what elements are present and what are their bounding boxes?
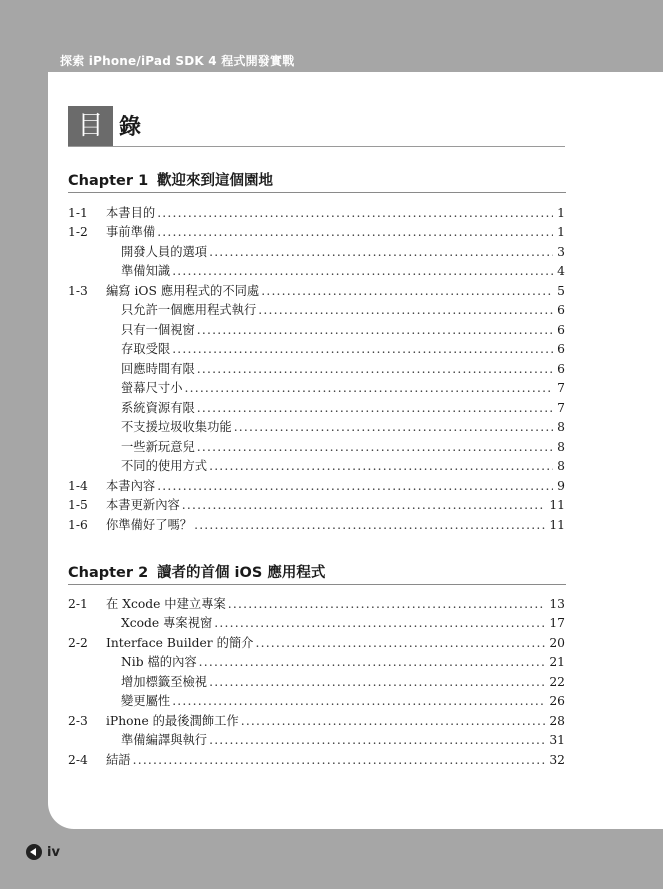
toc-entry[interactable]	[68, 222, 565, 241]
dot-leader	[172, 264, 553, 278]
dot-leader	[172, 342, 553, 356]
toc-entry[interactable]	[68, 203, 565, 222]
toc-entry-title: Interface Builder 的簡介	[106, 635, 254, 650]
dot-leader	[199, 655, 546, 669]
toc-entry-title: 準備編譯與執行	[121, 733, 208, 748]
toc-entry[interactable]	[68, 750, 565, 769]
toc-entry-number: 2-1	[68, 597, 88, 611]
toc-entry[interactable]	[68, 515, 565, 534]
toc-entry[interactable]	[68, 378, 565, 397]
toc-entry-number: 1-5	[68, 498, 88, 513]
dot-leader	[209, 245, 553, 259]
toc-entry-title: 螢幕尺寸小	[121, 381, 183, 396]
toc-entry[interactable]	[68, 730, 565, 749]
dot-leader	[194, 518, 545, 532]
toc-entry-title: iPhone 的最後潤飾工作	[106, 713, 239, 728]
toc-entry-page: 7	[557, 400, 565, 415]
toc-entry-title: 編寫 iOS 應用程式的不同處	[106, 283, 260, 298]
toc-entry-page: 8	[557, 420, 565, 435]
toc-entry-title: 你準備好了嗎？	[106, 517, 193, 532]
dot-leader	[157, 206, 553, 220]
toc-entry[interactable]	[68, 594, 565, 613]
toc-heading-box: 目	[68, 106, 113, 146]
dot-leader	[209, 733, 545, 747]
toc-page	[48, 72, 663, 829]
toc-entry[interactable]	[68, 691, 565, 710]
toc-entry[interactable]	[68, 495, 565, 514]
toc-entry[interactable]	[68, 339, 565, 358]
page-footer	[26, 844, 60, 860]
toc-entry[interactable]	[68, 613, 565, 632]
toc-entry-title: 不支援垃圾收集功能	[121, 420, 232, 435]
toc-entry[interactable]	[68, 456, 565, 475]
toc-entry-page: 9	[557, 478, 565, 493]
dot-leader	[197, 323, 553, 337]
toc-entry-page: 31	[549, 733, 565, 748]
dot-leader	[241, 714, 546, 728]
toc-entry-number: 1-6	[68, 517, 88, 532]
book-header-title: 探索 iPhone/iPad SDK 4 程式開發實戰	[60, 54, 295, 68]
dot-leader	[214, 616, 545, 630]
toc-entry-title: 本書內容	[106, 478, 156, 493]
toc-entry-number: 2-3	[68, 713, 88, 728]
dot-leader	[258, 303, 553, 317]
toc-entry-number: 2-2	[68, 635, 88, 650]
toc-entry-page: 6	[557, 303, 565, 318]
toc-entry[interactable]	[68, 242, 565, 261]
chapter-name: 讀者的首個 iOS 應用程式	[157, 565, 326, 581]
toc-entry-title: 開發人員的選項	[121, 244, 208, 259]
dot-leader	[197, 362, 553, 376]
chapter-2-title	[68, 564, 566, 585]
toc-entry[interactable]	[68, 281, 565, 300]
toc-entry-title: Xcode 專案視窗	[121, 616, 213, 631]
dot-leader	[255, 636, 545, 650]
toc-entry[interactable]	[68, 300, 565, 319]
dot-leader	[209, 459, 553, 473]
toc-entry-title: 變更屬性	[121, 694, 171, 709]
dot-leader	[261, 284, 553, 298]
toc-entry-number: 2-4	[68, 752, 88, 767]
dot-leader	[157, 479, 553, 493]
toc-entry-page: 6	[557, 322, 565, 337]
toc-entry[interactable]	[68, 476, 565, 495]
toc-entry-title: 在 Xcode 中建立專案	[106, 597, 226, 611]
toc-entry[interactable]	[68, 672, 565, 691]
toc-heading	[68, 106, 565, 147]
dot-leader	[234, 420, 553, 434]
dot-leader	[197, 401, 553, 415]
chapter-label: Chapter 2	[68, 565, 149, 581]
toc-entry-number: 1-2	[68, 225, 88, 240]
toc-entry[interactable]	[68, 437, 565, 456]
page-number: iv	[47, 844, 60, 860]
toc-entry-title: Nib 檔的內容	[121, 655, 197, 670]
toc-entry-title: 結語	[106, 752, 131, 767]
toc-entry[interactable]	[68, 398, 565, 417]
toc-entry-title: 事前準備	[106, 225, 156, 240]
dot-leader	[228, 597, 546, 611]
toc-entry-page: 32	[549, 752, 565, 767]
toc-entry[interactable]	[68, 320, 565, 339]
toc-entry-page: 28	[549, 713, 565, 728]
dot-leader	[157, 225, 553, 239]
toc-entry-page: 20	[549, 635, 565, 650]
toc-entry[interactable]	[68, 711, 565, 730]
toc-entry-title: 本書更新內容	[106, 498, 180, 513]
chapter-name: 歡迎來到這個園地	[157, 173, 273, 189]
chapter-1-title	[68, 172, 566, 193]
toc-entry-page: 5	[557, 283, 565, 298]
chapter-2-entries	[68, 594, 565, 769]
toc-entry-page: 8	[557, 439, 565, 454]
toc-entry[interactable]	[68, 261, 565, 280]
toc-entry-page: 22	[549, 674, 565, 689]
chapter-1-entries	[68, 203, 565, 534]
toc-entry-title: 不同的使用方式	[121, 459, 208, 474]
toc-entry-title: 準備知識	[121, 264, 171, 279]
toc-entry-title: 只允許一個應用程式執行	[121, 303, 257, 318]
toc-heading-text: 錄	[119, 115, 142, 140]
toc-entry-page: 21	[549, 655, 565, 670]
toc-entry-page: 1	[557, 206, 565, 220]
toc-entry-page: 11	[549, 517, 565, 532]
toc-entry-title: 存取受限	[121, 342, 171, 357]
toc-entry-page: 13	[549, 597, 565, 611]
toc-entry[interactable]	[68, 633, 565, 652]
toc-entry-page: 4	[557, 264, 565, 279]
toc-entry-page: 3	[557, 244, 565, 259]
dot-leader	[197, 440, 553, 454]
toc-entry-page: 6	[557, 342, 565, 357]
toc-entry-title: 回應時間有限	[121, 361, 195, 376]
toc-entry-page: 17	[549, 616, 565, 631]
toc-entry-title: 一些新玩意兒	[121, 439, 195, 454]
toc-entry-page: 26	[549, 694, 565, 709]
dot-leader	[182, 498, 546, 512]
toc-entry-page: 1	[557, 225, 565, 240]
toc-entry[interactable]	[68, 417, 565, 436]
toc-entry-number: 1-4	[68, 478, 88, 493]
toc-entry-number: 1-1	[68, 206, 88, 220]
toc-entry[interactable]	[68, 652, 565, 671]
toc-entry-number: 1-3	[68, 283, 88, 298]
toc-entry-page: 11	[549, 498, 565, 513]
toc-entry-title: 只有一個視窗	[121, 322, 195, 337]
dot-leader	[185, 381, 554, 395]
dot-leader	[209, 675, 545, 689]
toc-entry-title: 本書目的	[106, 206, 156, 220]
toc-entry-page: 7	[557, 381, 565, 396]
toc-entry-page: 6	[557, 361, 565, 376]
toc-entry-title: 系統資源有限	[121, 400, 195, 415]
toc-entry-page: 8	[557, 459, 565, 474]
dot-leader	[133, 753, 546, 767]
toc-entry[interactable]	[68, 359, 565, 378]
chapter-label: Chapter 1	[68, 173, 149, 189]
left-arrow-circle-icon[interactable]	[26, 844, 42, 860]
toc-entry-title: 增加標籤至檢視	[121, 674, 208, 689]
dot-leader	[172, 694, 545, 708]
